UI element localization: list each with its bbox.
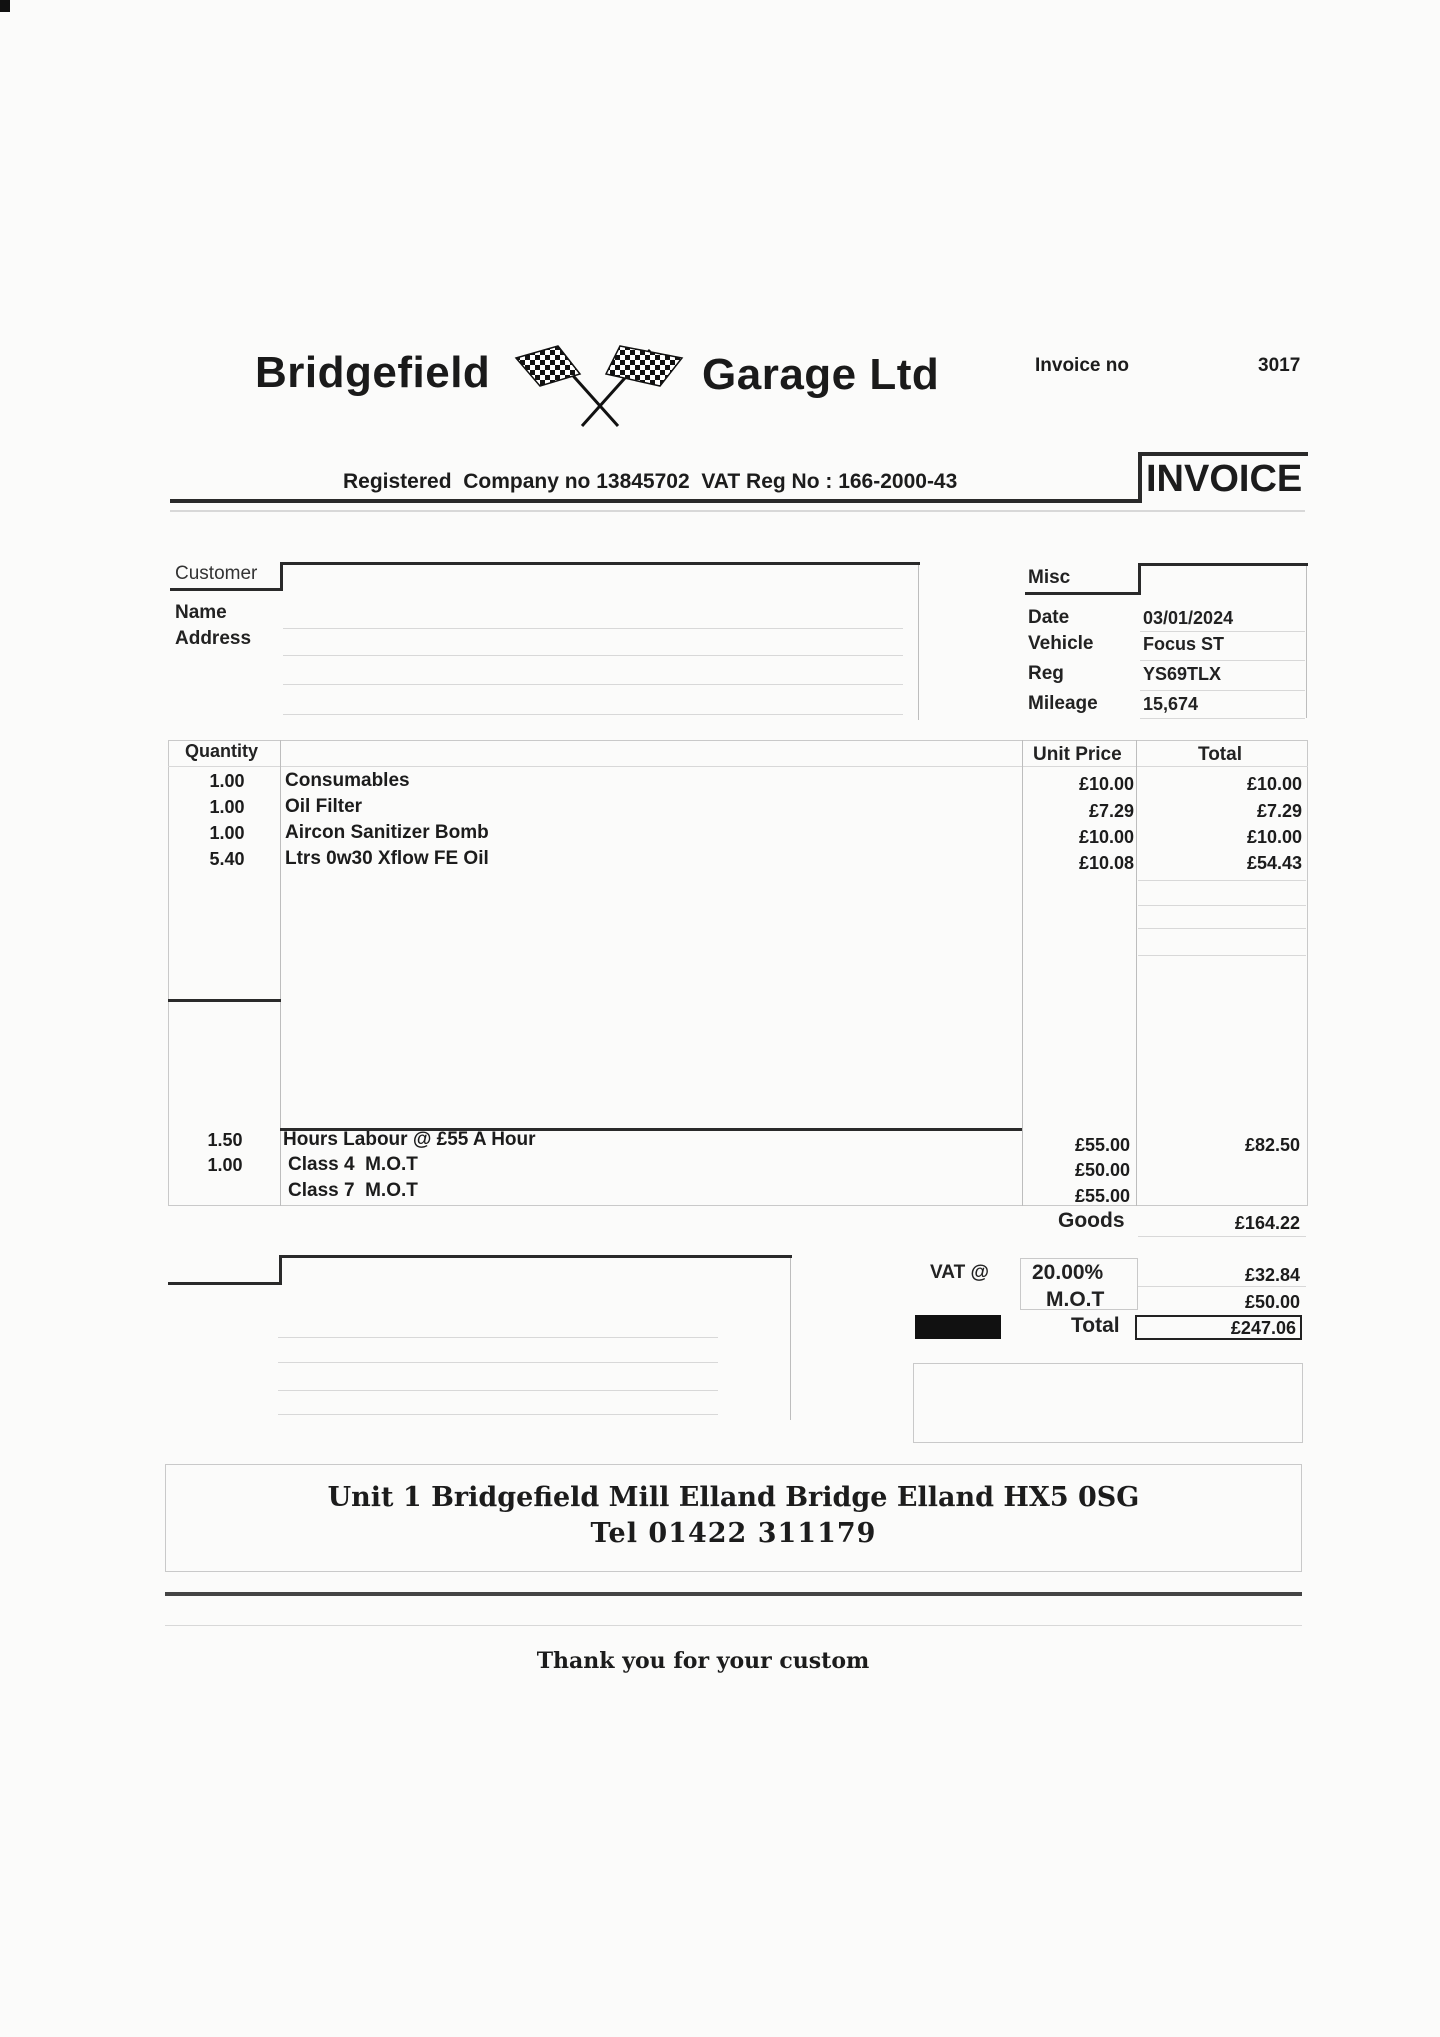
notes-right-edge <box>790 1258 791 1420</box>
misc-top-rule <box>1138 563 1308 566</box>
part-total: £54.43 <box>1246 853 1302 873</box>
labour-unit-price: £55.00 <box>1074 1186 1130 1206</box>
misc-mileage-value: 15,674 <box>1143 694 1199 714</box>
total-col-line-2 <box>1138 905 1306 906</box>
invoice-title: INVOICE <box>1146 458 1303 500</box>
part-total: £7.29 <box>1256 801 1302 821</box>
goods-value: £164.22 <box>1234 1213 1300 1233</box>
customer-underline <box>170 588 282 591</box>
company-name-left: Bridgefield <box>255 348 491 397</box>
part-unit-price: £10.00 <box>1078 774 1134 794</box>
items-col-desc <box>1022 740 1023 1206</box>
customer-line-4 <box>283 714 903 715</box>
company-name-right: Garage Ltd <box>702 350 940 399</box>
notes-line-3 <box>278 1390 718 1391</box>
mot-value: £50.00 <box>1244 1292 1300 1312</box>
part-unit-price: £10.08 <box>1078 853 1134 873</box>
header-rule-shadow <box>170 510 1305 512</box>
labour-desc: Class 7 M.O.T <box>288 1180 418 1201</box>
misc-date-value: 03/01/2024 <box>1143 608 1234 628</box>
address-label: Address <box>175 628 252 649</box>
customer-line-2 <box>283 655 903 656</box>
misc-step <box>1138 563 1141 595</box>
items-col-unit <box>1136 740 1137 1206</box>
footer-tel: Tel 01422 311179 <box>590 1518 877 1549</box>
scan-mark <box>0 0 10 12</box>
notes-top-rule <box>279 1255 792 1258</box>
parts-qty-close <box>168 999 281 1002</box>
invoice-box-top <box>1138 452 1308 456</box>
vat-rate: 20.00% <box>1032 1261 1104 1284</box>
vat-underline <box>1138 1286 1306 1287</box>
part-qty: 5.40 <box>209 849 245 869</box>
part-qty: 1.00 <box>209 797 245 817</box>
labour-unit-price: £50.00 <box>1074 1160 1130 1180</box>
part-qty: 1.00 <box>209 771 245 791</box>
goods-underline <box>1138 1236 1306 1237</box>
misc-line-2 <box>1140 660 1305 661</box>
labour-qty: 1.00 <box>207 1155 243 1175</box>
footer-rule-shadow <box>165 1625 1302 1626</box>
goods-label: Goods <box>1058 1209 1125 1232</box>
part-desc: Ltrs 0w30 Xflow FE Oil <box>285 848 489 869</box>
notes-line-2 <box>278 1362 718 1363</box>
misc-underline <box>1025 592 1140 595</box>
labour-desc: Class 4 M.O.T <box>288 1154 418 1175</box>
notes-line-4 <box>278 1414 718 1415</box>
quantity-header: Quantity <box>185 741 259 761</box>
misc-line-4 <box>1140 718 1305 719</box>
part-total: £10.00 <box>1246 774 1302 794</box>
misc-label: Misc <box>1028 567 1071 588</box>
registration-line: Registered Company no 13845702 VAT Reg No : 166-2000-43 <box>343 470 958 493</box>
items-col-qty <box>280 740 281 1206</box>
vat-value: £32.84 <box>1244 1265 1300 1285</box>
notes-step <box>279 1255 282 1285</box>
customer-label: Customer <box>175 563 258 584</box>
misc-line-1 <box>1140 631 1305 632</box>
labour-unit-price: £55.00 <box>1074 1135 1130 1155</box>
total-header: Total <box>1198 744 1242 765</box>
checkered-flags-logo <box>510 340 690 440</box>
customer-line-3 <box>283 684 903 685</box>
misc-vehicle-value: Focus ST <box>1143 634 1225 654</box>
header-rule <box>170 499 1140 503</box>
vat-label: VAT @ <box>930 1262 989 1283</box>
total-col-line-3 <box>1138 928 1306 929</box>
part-desc: Aircon Sanitizer Bomb <box>285 822 489 843</box>
notes-line-1 <box>278 1337 718 1338</box>
part-unit-price: £10.00 <box>1078 827 1134 847</box>
total-col-line-4 <box>1138 955 1306 956</box>
misc-reg-value: YS69TLX <box>1143 664 1222 684</box>
part-total: £10.00 <box>1246 827 1302 847</box>
total-label: Total <box>1071 1314 1120 1337</box>
labour-desc: Hours Labour @ £55 A Hour <box>283 1129 536 1150</box>
part-desc: Oil Filter <box>285 796 363 817</box>
misc-reg-label: Reg <box>1028 663 1064 684</box>
notes-underline <box>168 1282 281 1285</box>
footer-rule <box>165 1592 1302 1596</box>
name-label: Name <box>175 602 227 623</box>
customer-right-edge <box>918 565 919 720</box>
misc-vehicle-label: Vehicle <box>1028 633 1094 654</box>
footer-address: Unit 1 Bridgefield Mill Elland Bridge Elland HX5 0SG <box>327 1482 1140 1513</box>
customer-top-rule <box>280 562 920 565</box>
invoice-no-label: Invoice no <box>1035 355 1129 376</box>
invoice-box-left <box>1138 452 1142 503</box>
labour-total: £82.50 <box>1244 1135 1300 1155</box>
grand-total-value: £247.06 <box>1230 1318 1296 1338</box>
misc-right-edge <box>1306 566 1307 718</box>
part-qty: 1.00 <box>209 823 245 843</box>
unit-price-header: Unit Price <box>1033 744 1122 765</box>
mot-label: M.O.T <box>1046 1288 1105 1311</box>
customer-step <box>280 562 283 591</box>
items-header-rule <box>168 766 1308 767</box>
labour-qty: 1.50 <box>207 1130 243 1150</box>
misc-date-label: Date <box>1028 607 1070 628</box>
part-unit-price: £7.29 <box>1088 801 1134 821</box>
thank-you-message: Thank you for your custom <box>536 1648 870 1674</box>
total-col-line-1 <box>1138 880 1306 881</box>
redaction-bar <box>915 1315 1001 1339</box>
invoice-no-value: 3017 <box>1258 355 1301 376</box>
customer-line-1 <box>283 628 903 629</box>
part-desc: Consumables <box>285 770 410 791</box>
payment-notes-box <box>913 1363 1303 1443</box>
misc-mileage-label: Mileage <box>1028 693 1098 714</box>
misc-line-3 <box>1140 690 1305 691</box>
